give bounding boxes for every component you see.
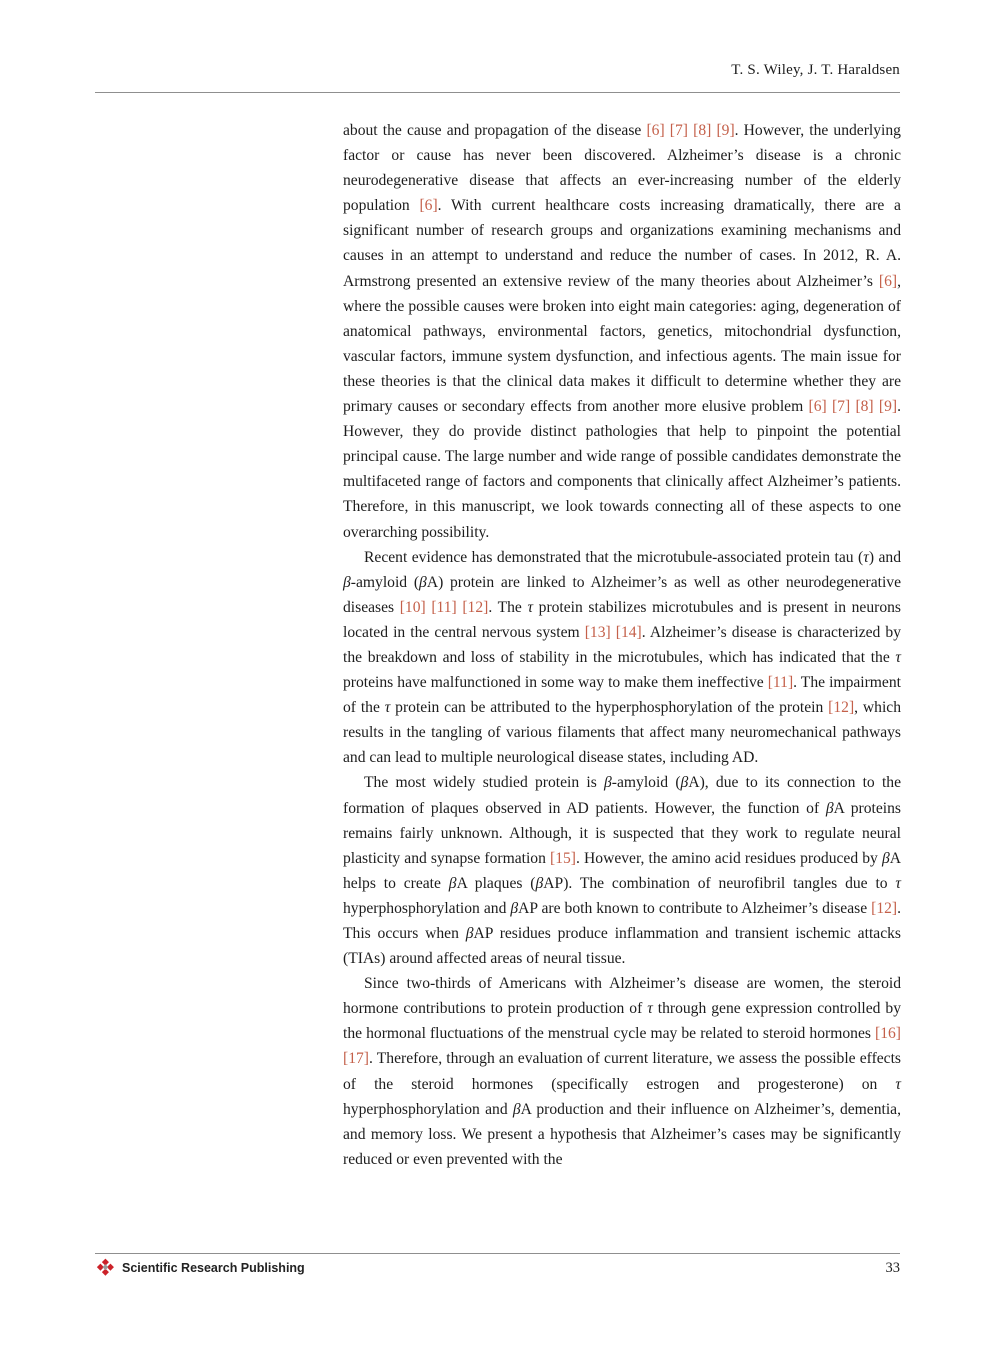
- citation-link[interactable]: [7]: [831, 398, 851, 416]
- greek-symbol: τ: [384, 699, 391, 717]
- text-run: . The impairment of the: [343, 674, 901, 717]
- publisher-logo-icon: [95, 1258, 115, 1278]
- citation-link[interactable]: [12]: [871, 899, 898, 917]
- text-run: . Alzheimer’s disease is characterized by the breakdown and loss of stability in the microtubules, which has indicated that the: [343, 623, 902, 666]
- publisher-imprint: [95, 1258, 305, 1278]
- paragraph: [343, 971, 901, 1172]
- text-run: protein stabilizes microtubules and is present in neurons located in the central nervous system: [343, 598, 902, 641]
- text-run: . The: [488, 598, 528, 616]
- text-run: AP). The combination of neurofibril tangles due to: [543, 874, 896, 892]
- footer-rule: [95, 1253, 900, 1254]
- header-rule: [95, 92, 900, 93]
- greek-symbol: τ: [895, 1075, 901, 1093]
- text-run: , where the possible causes were broken into eight main categories: aging, degeneration of anatomical pathways, environmental factors, genetics, mitochondrial dysfunction, vascular factors, immune system dysfunction, and infectious agents. The main issue for these theories is that the clinical data makes it difficult to determine whether they are primary causes or secondary effects from another more elusive problem: [343, 272, 901, 416]
- greek-symbol: τ: [895, 648, 901, 666]
- text-run: A plaques (: [456, 874, 536, 892]
- citation-link[interactable]: [13]: [584, 623, 611, 641]
- citation-link[interactable]: [9]: [716, 122, 735, 139]
- text-run: hyperphosphorylation and: [343, 1100, 513, 1118]
- text-run: . However, the underlying factor or cause has never been discovered. Alzheimer’s disease is a chronic neurodegenerative disease that affects an ever-increasing number of the elderly population: [343, 122, 901, 215]
- greek-symbol: β: [604, 774, 612, 792]
- text-run: AP residues produce inflammation and transient ischemic attacks (TIAs) around affected areas of neural tissue.: [343, 925, 901, 968]
- text-run: A proteins remains fairly unknown. Although, it is suspected that they work to regulate neural plasticity and synapse formation: [343, 799, 901, 867]
- greek-symbol: β: [343, 573, 351, 591]
- text-run: . With current healthcare costs increasing dramatically, there are a significant number of research groups and organizations examining mechanisms and causes in an attempt to understand and reduce the number of cases. In 2012, R. A. Armstrong presented an extensive review of the many theories about Alzheimer’s: [343, 197, 901, 290]
- greek-symbol: τ: [647, 1000, 653, 1018]
- text-run: Since two-thirds of Americans with Alzheimer’s disease are women, the steroid hormone contributions to protein production of: [343, 975, 901, 1018]
- text-run: The most widely studied protein is: [364, 774, 605, 792]
- article-body: [343, 118, 901, 1172]
- text-run: . This occurs when: [343, 899, 902, 942]
- paragraph: [343, 770, 901, 971]
- citation-link[interactable]: [16]: [875, 1025, 901, 1043]
- greek-symbol: β: [448, 874, 457, 892]
- greek-symbol: β: [510, 899, 519, 917]
- citation-link[interactable]: [14]: [615, 623, 642, 641]
- greek-symbol: τ: [863, 548, 869, 566]
- publisher-name: Scientific Research Publishing: [122, 1261, 305, 1275]
- text-run: . However, they do provide distinct pathologies that help to pinpoint the potential principal cause. The large number and wide range of possible candidates demonstrate the multifaceted range of factors and components that clinically affect Alzheimer’s patients. Therefore, in this manuscript, we look towards connecting all of these aspects to one overarching possibility.: [343, 398, 901, 541]
- citation-link[interactable]: [11]: [431, 598, 457, 616]
- text-run: . However, the amino acid residues produced by: [576, 849, 882, 867]
- citation-link[interactable]: [12]: [828, 699, 855, 717]
- citation-link[interactable]: [11]: [767, 674, 794, 692]
- text-run: AP are both known to contribute to Alzheimer’s disease: [518, 899, 872, 917]
- citation-link[interactable]: [9]: [878, 398, 898, 416]
- text-run: A production and their influence on Alzheimer’s, dementia, and memory loss. We present a hypothesis that Alzheimer’s cases may be significantly reduced or even prevented with the: [343, 1100, 901, 1168]
- text-run: about the cause and propagation of the disease: [343, 122, 647, 139]
- paragraph: [343, 118, 901, 545]
- text-run: ) and: [868, 548, 901, 566]
- text-run: hyperphosphorylation and: [343, 899, 511, 917]
- paragraph: [343, 545, 901, 771]
- text-run: -amyloid (: [350, 573, 420, 591]
- text-run: A), due to its connection to the formation of plaques observed in AD patients. However, the function of: [343, 774, 902, 817]
- citation-link[interactable]: [6]: [419, 197, 438, 215]
- header-authors: T. S. Wiley, J. T. Haraldsen: [731, 62, 900, 78]
- greek-symbol: β: [419, 573, 427, 591]
- greek-symbol: β: [512, 1100, 521, 1118]
- text-run: A helps to create: [343, 849, 901, 892]
- citation-link[interactable]: [6]: [808, 398, 827, 416]
- text-run: through gene expression controlled by the hormonal fluctuations of the menstrual cycle may be related to steroid hormones: [343, 1000, 901, 1043]
- page-number: 33: [885, 1260, 900, 1276]
- greek-symbol: β: [881, 849, 890, 867]
- text-run: protein can be attributed to the hyperphosphorylation of the protein: [390, 699, 829, 717]
- citation-link[interactable]: [12]: [462, 598, 489, 616]
- citation-link[interactable]: [6]: [878, 272, 898, 290]
- citation-link[interactable]: [8]: [855, 398, 874, 416]
- text-run: , which results in the tangling of various filaments that affect many neuromechanical pathways and can lead to multiple neurological disease states, including AD.: [343, 699, 901, 767]
- citation-link[interactable]: [17]: [343, 1050, 369, 1068]
- greek-symbol: β: [680, 774, 689, 792]
- greek-symbol: τ: [895, 874, 902, 892]
- text-run: . Therefore, through an evaluation of current literature, we assess the possible effects of the steroid hormones (specifically estrogen and progesterone) on: [343, 1050, 901, 1093]
- text-run: Recent evidence has demonstrated that the microtubule-associated protein tau (: [364, 548, 864, 566]
- footer: [95, 1258, 900, 1278]
- citation-link[interactable]: [10]: [399, 598, 426, 616]
- citation-link[interactable]: [6]: [646, 122, 665, 139]
- greek-symbol: τ: [527, 598, 534, 616]
- text-run: proteins have malfunctioned in some way to make them ineffective: [343, 674, 768, 692]
- citation-link[interactable]: [7]: [669, 122, 688, 139]
- citation-link[interactable]: [8]: [693, 122, 712, 139]
- text-run: A) protein are linked to Alzheimer’s as well as other neurodegenerative diseases: [343, 573, 902, 616]
- greek-symbol: β: [535, 874, 544, 892]
- greek-symbol: β: [825, 799, 834, 817]
- citation-link[interactable]: [15]: [550, 849, 576, 867]
- text-run: -amyloid (: [611, 774, 681, 792]
- greek-symbol: β: [465, 925, 474, 942]
